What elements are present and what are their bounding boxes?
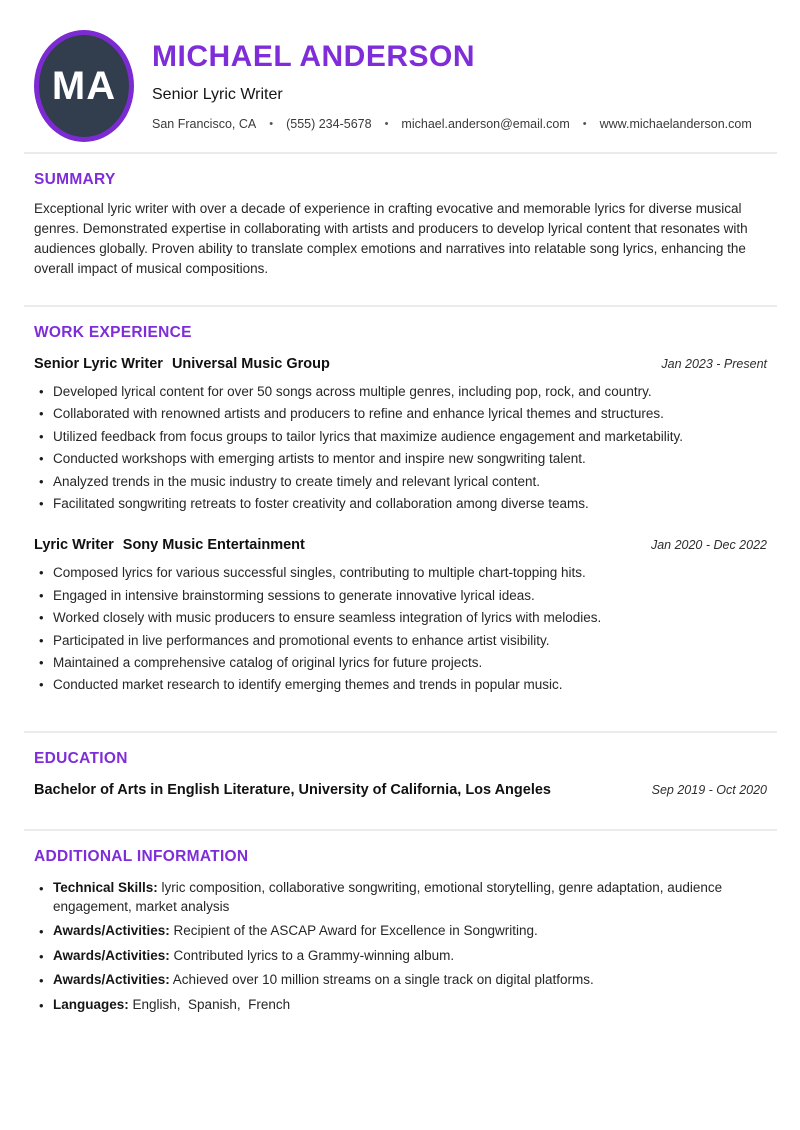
job-title-line (34, 537, 305, 553)
job-entry (34, 537, 767, 696)
item-label: Awards/Activities: (53, 923, 170, 939)
header (34, 30, 767, 142)
job-company: Universal Music Group (171, 356, 330, 372)
section-divider (24, 829, 777, 831)
avatar (34, 30, 134, 142)
job-bullet: • Composed lyrics for various successful singles, contributing to multiple chart-topping hits. (34, 562, 767, 584)
item-label: Awards/Activities: (53, 972, 170, 988)
section-heading-summary: SUMMARY (34, 171, 116, 188)
list-item (34, 970, 767, 989)
job-bullet: • Participated in live performances and promotional events to enhance artist visibility. (34, 630, 767, 652)
education-dates: Sep 2019 - Oct 2020 (651, 782, 767, 797)
item-label: Awards/Activities: (53, 947, 170, 963)
education-title-row (34, 782, 767, 798)
job-bullet: • Facilitated songwriting retreats to foster creativity and collaboration among diverse teams. (34, 493, 767, 515)
summary-text: Exceptional lyric writer with over a decade of experience in crafting evocative and memorable lyrics for diverse musical genres. Demonstrated expertise in collaborating with artists and producers to develop lyrical content that resonates with audiences globally. Proven ability to translate complex emotions and narratives into relatable song lyrics, enhancing the overall impact of musical compositions. (34, 201, 748, 276)
job-title-row (34, 537, 767, 553)
job-bullet: • Utilized feedback from focus groups to tailor lyrics that maximize audience engagement and marketability. (34, 426, 767, 448)
job-bullet: • Maintained a comprehensive catalog of original lyrics for future projects. (34, 652, 767, 674)
contact-website: www.michaelanderson.com (599, 117, 752, 131)
job-bullet-list (34, 381, 767, 515)
header-text (152, 30, 752, 131)
job-bullet: • Analyzed trends in the music industry to create timely and relevant lyrical content. (34, 471, 767, 493)
job-title-row (34, 356, 767, 372)
list-item (34, 921, 767, 940)
contact-email: michael.anderson@email.com (401, 117, 570, 131)
avatar-initials: MA (51, 63, 117, 108)
item-text: Recipient of the ASCAP Award for Excellence in Songwriting. (169, 923, 538, 939)
section-heading-work: WORK EXPERIENCE (34, 324, 192, 341)
contact-separator: • (384, 118, 389, 130)
item-text: Achieved over 10 million streams on a single track on digital platforms. (169, 972, 594, 988)
item-text: English, Spanish, French (128, 996, 291, 1012)
job-title-subtitle: Senior Lyric Writer (152, 86, 283, 103)
section-divider (24, 305, 777, 307)
work-experience-section (34, 324, 767, 697)
job-title-line (34, 356, 330, 372)
item-label: Languages: (53, 996, 129, 1012)
item-label: Technical Skills: (53, 879, 158, 895)
job-bullet: • Conducted workshops with emerging artists to mentor and inspire new songwriting talent. (34, 448, 767, 470)
job-bullet: • Worked closely with music producers to ensure seamless integration of lyrics with melodies. (34, 607, 767, 629)
job-title: Senior Lyric Writer (34, 356, 163, 372)
job-bullet: • Collaborated with renowned artists and producers to refine and enhance lyrical themes and structures. (34, 403, 767, 425)
name-heading: MICHAEL ANDERSON (152, 40, 476, 73)
list-item (34, 878, 767, 916)
item-text: Contributed lyrics to a Grammy-winning album. (169, 947, 455, 963)
job-entry (34, 356, 767, 515)
section-divider (24, 731, 777, 733)
additional-info-section (34, 848, 767, 1014)
list-item (34, 946, 767, 965)
job-bullet: • Engaged in intensive brainstorming sessions to generate innovative lyrical ideas. (34, 585, 767, 607)
section-heading-education: EDUCATION (34, 749, 128, 767)
contact-phone: (555) 234-5678 (286, 117, 372, 131)
contact-separator: • (269, 118, 274, 130)
job-company: Sony Music Entertainment (122, 537, 305, 554)
contact-location: San Francisco, CA (152, 117, 257, 131)
contact-separator: • (582, 118, 587, 130)
degree-title: Bachelor of Arts in English Literature, University of California, Los Angeles (34, 781, 551, 798)
list-item (34, 995, 767, 1014)
job-dates: Jan 2023 - Present (661, 357, 767, 371)
additional-info-list (34, 878, 767, 1014)
job-bullet-list (34, 562, 767, 696)
job-title: Lyric Writer (34, 537, 114, 554)
section-heading-additional: ADDITIONAL INFORMATION (34, 847, 249, 865)
education-section (34, 750, 767, 798)
summary-section (34, 171, 767, 279)
job-dates: Jan 2020 - Dec 2022 (650, 538, 767, 553)
job-bullet: • Developed lyrical content for over 50 songs across multiple genres, including pop, rock, and country. (34, 381, 767, 403)
item-text: lyric composition, collaborative songwriting, emotional storytelling, genre adaptation, audience engagement, market analysis (53, 879, 726, 914)
job-bullet: • Conducted market research to identify emerging themes and trends in popular music. (34, 674, 767, 696)
contact-row (152, 117, 752, 131)
section-divider (24, 152, 777, 154)
